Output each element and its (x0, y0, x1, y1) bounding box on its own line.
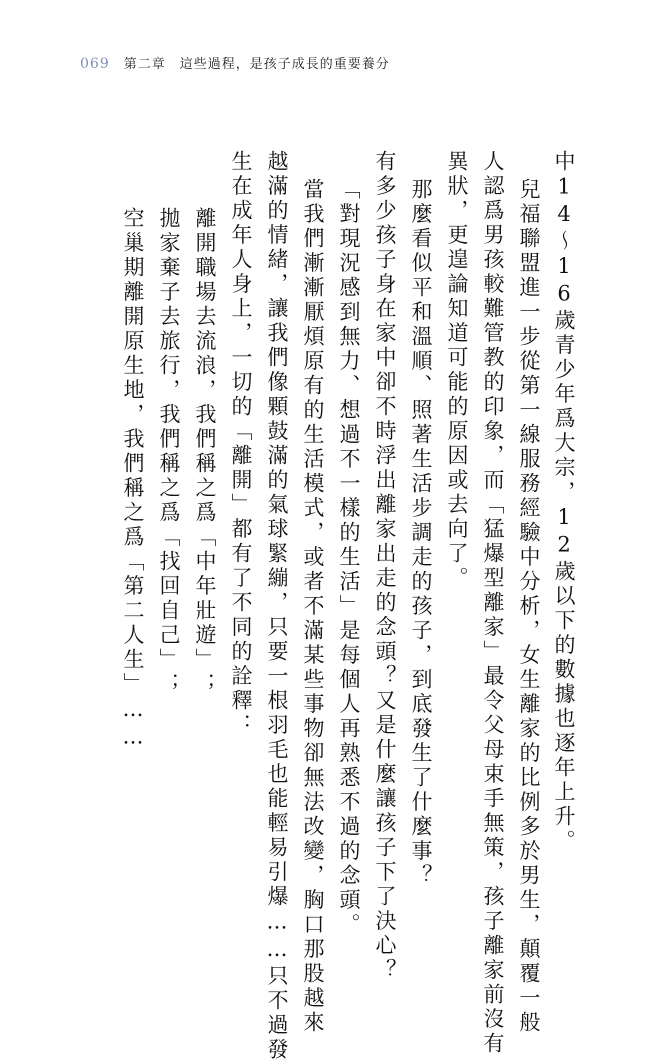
text-column: 空巢期離開原生地，我們稱之爲「第二人生」…… (121, 207, 145, 752)
vertical-text-body (100, 150, 576, 1063)
text-column: 當我們漸漸厭煩原有的生活模式，或者不滿某些事物卻無法改變，胸口那股越來 (301, 178, 325, 1036)
running-header (80, 53, 390, 72)
text-column: 兒福聯盟進一步從第一線服務經驗中分析，女生離家的比例多於男生，顛覆一般 (517, 178, 541, 1036)
text-column: 有多少孩子身在家中卻不時浮出離家出走的念頭？又是什麼讓孩子下了決心？ (373, 150, 397, 983)
text-column: 「對現況感到無力、想過不一樣的生活」是每個人再熟悉不過的念頭。 (337, 178, 361, 938)
text-column: 異狀，更遑論知道可能的原因或去向了。 (445, 150, 469, 591)
page-number: 069 (80, 56, 110, 72)
chapter-title: 這些過程，是孩子成長的重要養分 (179, 57, 390, 72)
text-column: 人認爲男孩較難管教的印象，而「猛爆型離家」最令父母束手無策，孩子離家前沒有 (481, 150, 505, 1057)
text-column: 那麼看似平和溫順、照著生活步調走的孩子，到底發生了什麼事？ (409, 178, 433, 889)
text-column: 生在成年人身上，一切的「離開」都有了不同的詮釋： (229, 150, 253, 738)
chapter-label: 第二章 (123, 57, 166, 72)
text-column: 中14～16歲青少年爲大宗，12歲以下的數據也逐年上升。 (552, 150, 576, 854)
text-column: 越滿的情緒，讓我們像顆鼓滿的氣球緊繃，只要一根羽毛也能輕易引爆……只不過發 (265, 150, 289, 1063)
text-column: 拋家棄子去旅行，我們稱之爲「找回自己」； (157, 207, 181, 697)
text-column: 離開職場去流浪，我們稱之爲「中年壯遊」； (193, 207, 217, 697)
